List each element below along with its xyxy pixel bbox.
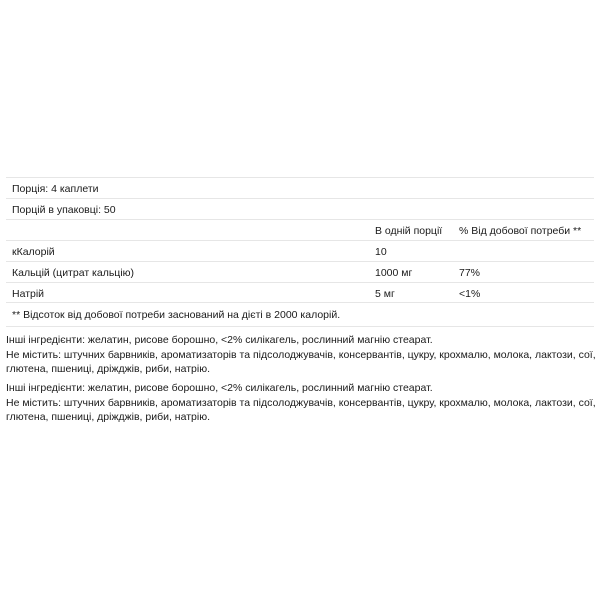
does-not-contain-cont: глютена, пшениці, дріжджів, риби, натрію. (6, 411, 210, 423)
footnote-row (6, 303, 594, 327)
ingredients-block (6, 381, 594, 425)
nutrient-name: Кальцій (цитрат кальцію) (12, 267, 135, 279)
other-ingredients: Інші інгредієнти: желатин, рисове борошно, <2% силікагель, рослинний магнію стеарат. (6, 334, 433, 346)
nutrient-amount: 10 (375, 246, 387, 258)
nutrient-dv: <1% (459, 288, 481, 300)
ingredients-block (6, 333, 594, 377)
nutrient-amount: 5 мг (375, 288, 395, 300)
table-header-row (6, 219, 594, 240)
servings-per-container: Порцій в упаковці: 50 (12, 204, 116, 216)
other-ingredients: Інші інгредієнти: желатин, рисове борошно, <2% силікагель, рослинний магнію стеарат. (6, 382, 433, 394)
does-not-contain: Не містить: штучних барвників, ароматизаторів та підсолоджувачів, консервантів, цукру, крохмалю, молока, лактози, сої, (6, 396, 596, 409)
nutrient-amount: 1000 мг (375, 267, 413, 279)
servings-per-container-row (6, 198, 594, 219)
table-row (6, 261, 594, 282)
supplement-facts-table (6, 177, 594, 327)
does-not-contain-cont: глютена, пшениці, дріжджів, риби, натрію. (6, 363, 210, 375)
nutrient-name: кКалорій (12, 246, 55, 258)
per-serving-header: В одній порції (375, 225, 443, 237)
serving-size-row (6, 177, 594, 198)
daily-value-header: % Від добової потреби ** (459, 225, 582, 237)
serving-size: Порція: 4 каплети (12, 183, 99, 195)
footnote: ** Відсоток від добової потреби заснований на дієті в 2000 калорій. (12, 309, 341, 321)
table-row (6, 282, 594, 303)
nutrient-name: Натрій (12, 288, 45, 300)
table-row (6, 240, 594, 261)
does-not-contain: Не містить: штучних барвників, ароматизаторів та підсолоджувачів, консервантів, цукру, крохмалю, молока, лактози, сої, (6, 348, 596, 361)
nutrient-dv: 77% (459, 267, 481, 279)
